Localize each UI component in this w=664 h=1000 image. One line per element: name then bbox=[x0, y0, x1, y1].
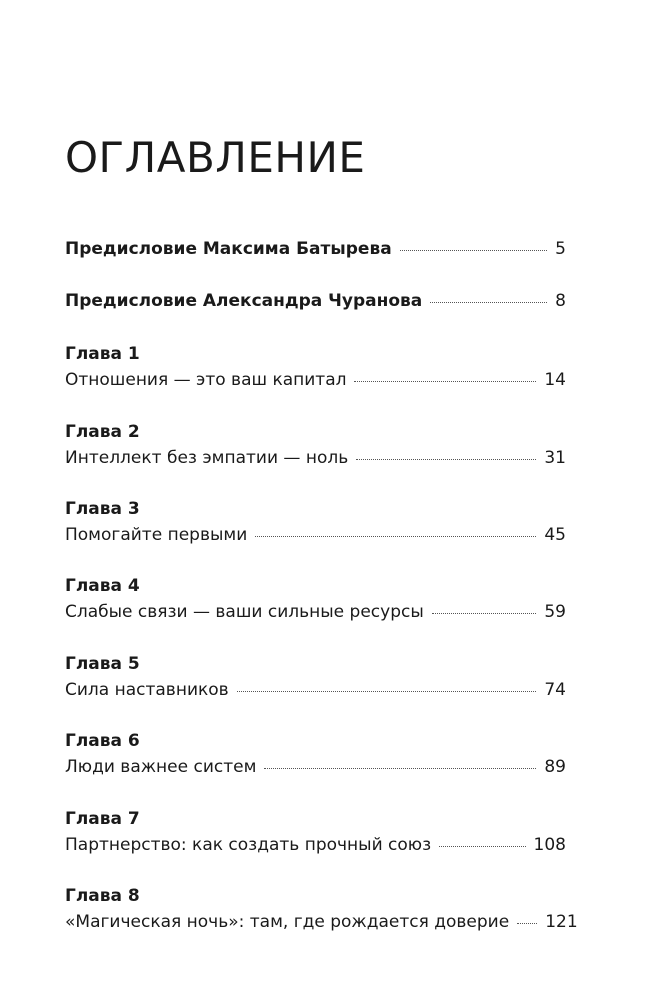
dot-leader bbox=[400, 250, 547, 251]
toc-entry-chapter-3[interactable] bbox=[65, 522, 566, 548]
toc-entry-title: Помогайте первыми bbox=[65, 525, 248, 545]
toc-entry-title: «Магическая ночь»: там, где рождается доверие bbox=[65, 912, 510, 932]
toc-entry-title: Слабые связи — ваши сильные ресурсы bbox=[65, 602, 424, 622]
toc-entry-title: Интеллект без эмпатии — ноль bbox=[65, 448, 349, 468]
toc-entry-chapter-5[interactable] bbox=[65, 677, 566, 703]
chapter-label: Глава 1 bbox=[65, 344, 140, 364]
toc-entry-page: 31 bbox=[544, 448, 566, 468]
toc-entry-page: 121 bbox=[545, 912, 578, 932]
dot-leader bbox=[432, 613, 537, 614]
page-title: ОГЛАВЛЕНИЕ bbox=[65, 133, 366, 182]
toc-entry-title: Партнерство: как создать прочный союз bbox=[65, 835, 432, 855]
chapter-label: Глава 3 bbox=[65, 499, 140, 519]
toc-entry-title: Отношения — это ваш капитал bbox=[65, 370, 347, 390]
toc-entry-page: 5 bbox=[555, 239, 566, 259]
chapter-label: Глава 7 bbox=[65, 809, 140, 829]
dot-leader bbox=[430, 302, 547, 303]
toc-entry-page: 59 bbox=[544, 602, 566, 622]
chapter-label: Глава 8 bbox=[65, 886, 140, 906]
toc-entry-page: 14 bbox=[544, 370, 566, 390]
toc-entry-title: Предисловие Александра Чуранова bbox=[65, 291, 423, 311]
chapter-label: Глава 2 bbox=[65, 422, 140, 442]
toc-entry-title: Сила наставников bbox=[65, 680, 229, 700]
dot-leader bbox=[237, 691, 537, 692]
dot-leader bbox=[255, 536, 536, 537]
toc-entry-title: Предисловие Максима Батырева bbox=[65, 239, 392, 259]
toc-entry-chapter-6[interactable] bbox=[65, 754, 566, 780]
toc-entry-preface-churanov[interactable] bbox=[65, 288, 566, 314]
dot-leader bbox=[439, 846, 525, 847]
toc-entry-chapter-4[interactable] bbox=[65, 599, 566, 625]
toc-entry-chapter-8[interactable] bbox=[65, 909, 578, 935]
chapter-label: Глава 5 bbox=[65, 654, 140, 674]
chapter-label: Глава 6 bbox=[65, 731, 140, 751]
toc-entry-page: 45 bbox=[544, 525, 566, 545]
dot-leader bbox=[356, 459, 536, 460]
toc-entry-title: Люди важнее систем bbox=[65, 757, 257, 777]
chapter-label: Глава 4 bbox=[65, 576, 140, 596]
toc-entry-page: 89 bbox=[544, 757, 566, 777]
dot-leader bbox=[264, 768, 536, 769]
toc-entry-page: 108 bbox=[533, 835, 566, 855]
toc-entry-preface-batyrev[interactable] bbox=[65, 236, 566, 262]
toc-entry-chapter-1[interactable] bbox=[65, 367, 566, 393]
dot-leader bbox=[354, 381, 536, 382]
toc-entry-page: 74 bbox=[544, 680, 566, 700]
toc-entry-page: 8 bbox=[555, 291, 566, 311]
toc-entry-chapter-2[interactable] bbox=[65, 445, 566, 471]
dot-leader bbox=[517, 923, 537, 924]
toc-entry-chapter-7[interactable] bbox=[65, 832, 566, 858]
